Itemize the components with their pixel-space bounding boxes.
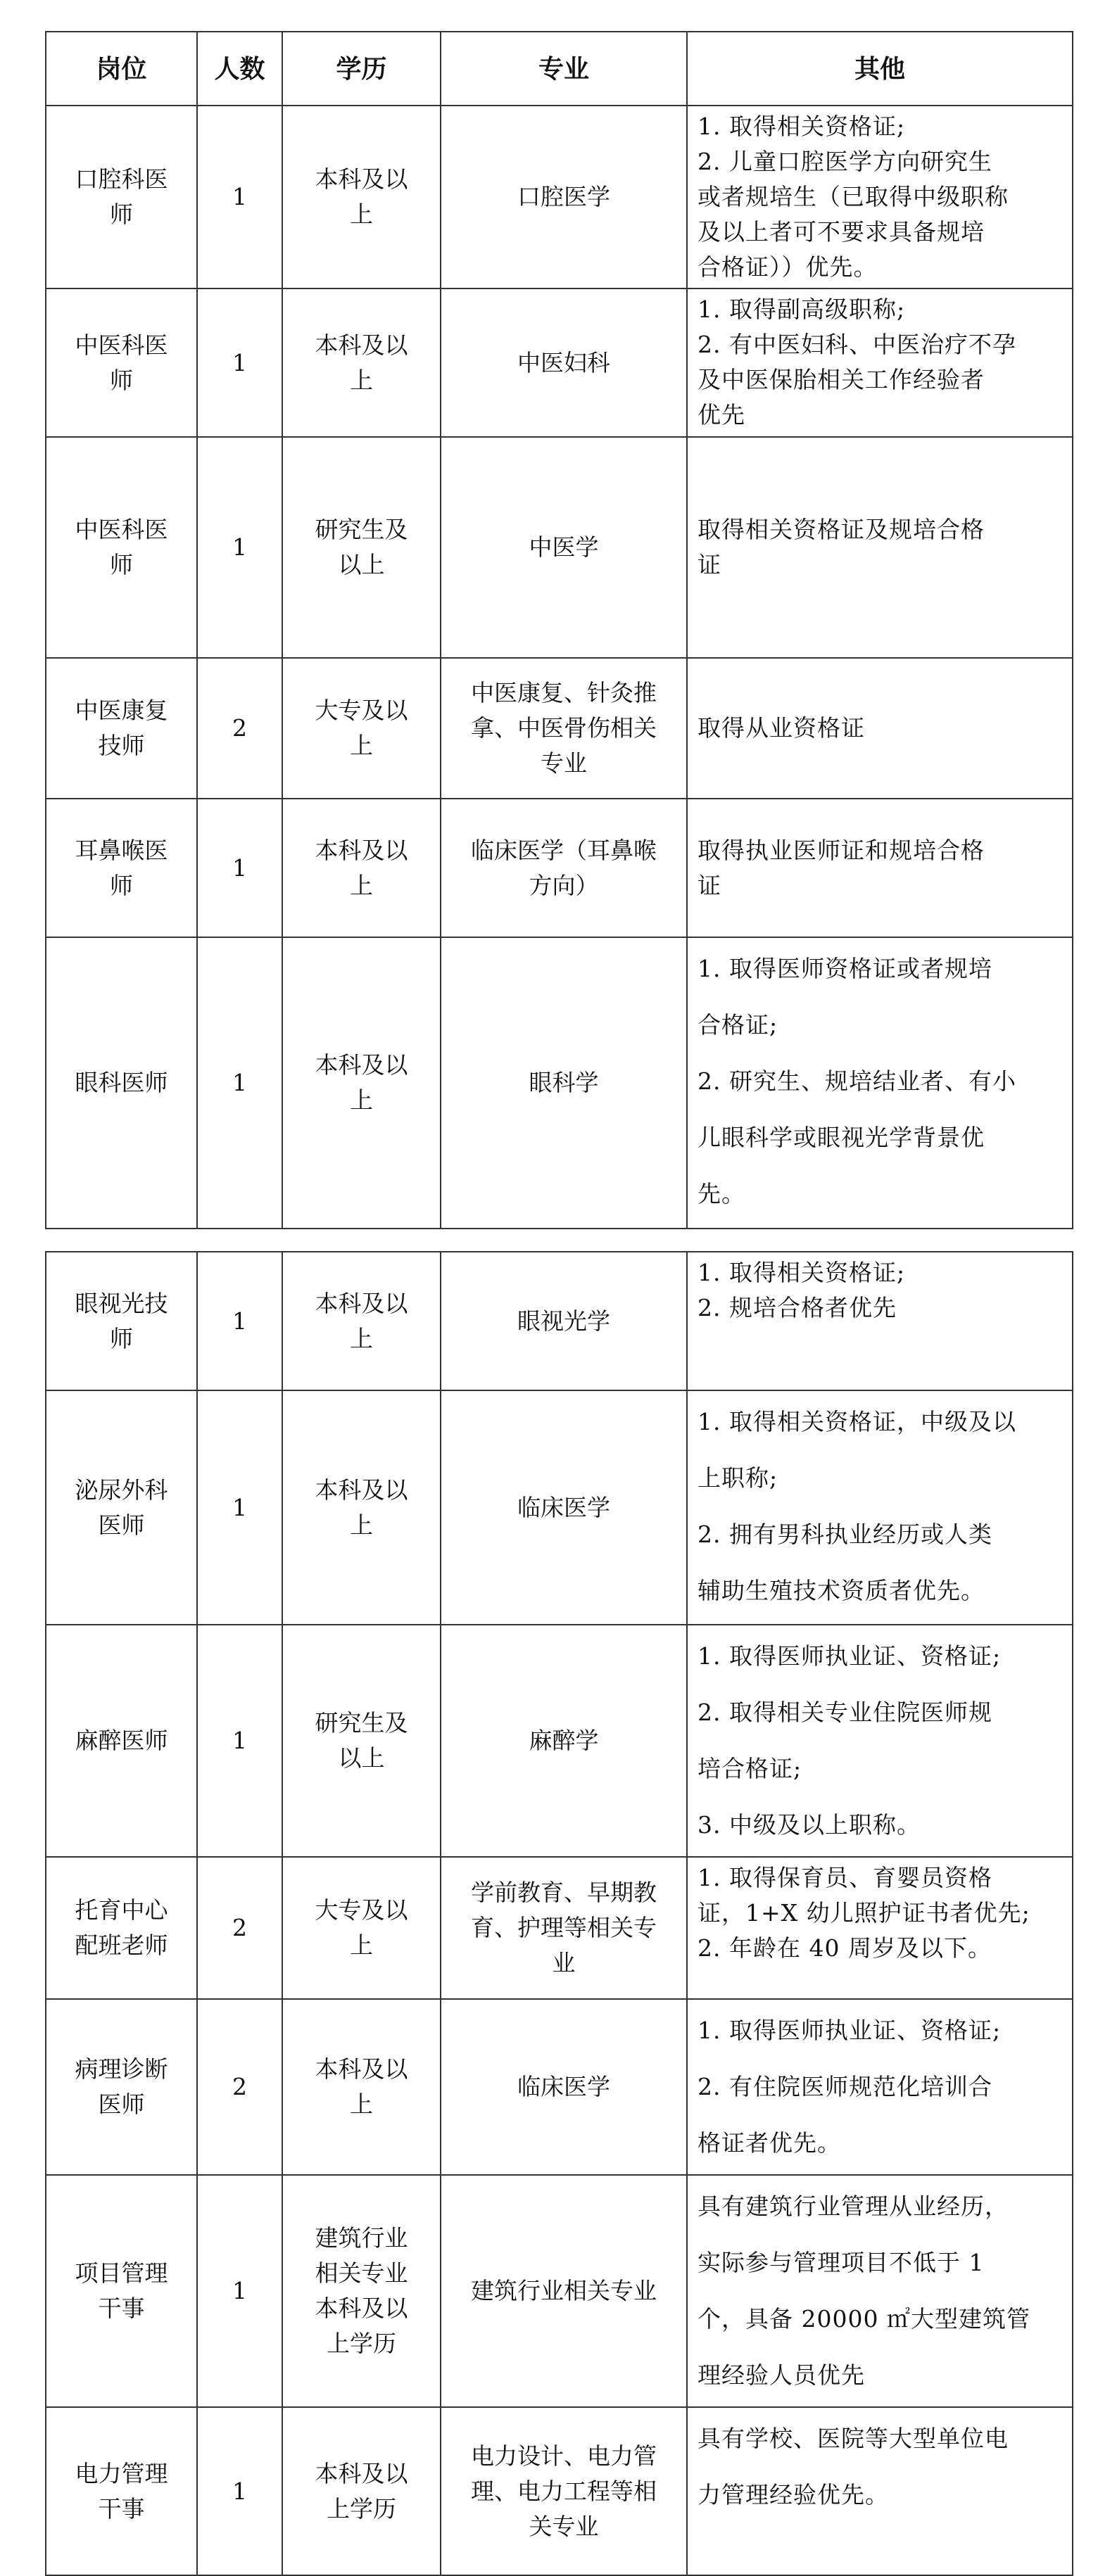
other-text-line: 先。 (698, 1180, 745, 1207)
cell-major (441, 1625, 687, 1857)
major-text-line: 专业 (541, 749, 587, 777)
education-text-line: 相关专业 (315, 2259, 408, 2287)
other-text-line: 个，具备 20000 ㎡大型建筑管 (698, 2305, 1030, 2333)
other-text-line: 1. 取得医师执业证、资格证; (698, 1642, 1002, 1670)
cell-position (46, 437, 197, 658)
cell-major (441, 106, 687, 288)
table-row (46, 1390, 1073, 1625)
position-text-line: 中医康复 (75, 697, 168, 724)
other-text-line: 证 (698, 551, 721, 578)
cell-position (46, 937, 197, 1229)
other-text-line: 实际参与管理项目不低于 1 (698, 2249, 985, 2276)
other-text-line: 1. 取得副高级职称; (698, 296, 906, 323)
education-text-line: 上 (350, 1931, 373, 1959)
cell-other (687, 658, 1073, 799)
major-text-line: 临床医学 (517, 2073, 610, 2100)
cell-position (46, 799, 197, 937)
cell-other (687, 1252, 1073, 1390)
table-row (46, 437, 1073, 658)
other-text-line: 取得相关资格证及规培合格 (698, 516, 985, 543)
education-text-line: 大专及以 (315, 1896, 408, 1924)
column-header-position: 岗位 (46, 32, 197, 106)
position-text-line: 师 (110, 1324, 133, 1352)
education-text-line: 上学历 (327, 2330, 396, 2357)
cell-major (441, 1999, 687, 2175)
education-text-line: 上 (350, 1086, 373, 1114)
other-text-line: 及中医保胎相关工作经验者 (698, 366, 985, 393)
other-text-line: 取得执业医师证和规培合格 (698, 836, 985, 864)
cell-position (46, 1390, 197, 1625)
position-text-line: 耳鼻喉医 (75, 836, 168, 864)
cell-other (687, 106, 1073, 288)
cell-count: 1 (197, 288, 282, 437)
education-text-line: 本科及以 (315, 1289, 408, 1317)
cell-major (441, 1252, 687, 1390)
other-text-line: 辅助生殖技术资质者优先。 (698, 1577, 985, 1604)
other-text-line: 理经验人员优先 (698, 2361, 865, 2389)
cell-education (282, 2175, 441, 2407)
column-header-education: 学历 (282, 32, 441, 106)
education-text-line: 上学历 (327, 2494, 396, 2523)
other-text-line: 2. 儿童口腔医学方向研究生 (698, 148, 992, 175)
cell-major (441, 1857, 687, 1999)
cell-position (46, 1252, 197, 1390)
cell-other (687, 799, 1073, 937)
cell-other (687, 1857, 1073, 1999)
education-text-line: 上 (350, 366, 373, 394)
cell-other (687, 1999, 1073, 2175)
major-text-line: 临床医学（耳鼻喉 (471, 836, 657, 864)
major-text-line: 关专业 (529, 2512, 599, 2540)
other-text-line: 力管理经验优先。 (698, 2481, 889, 2508)
cell-education (282, 437, 441, 658)
education-text-line: 研究生及 (315, 1709, 408, 1737)
other-text-line: 或者规培生（已取得中级职称 (698, 183, 1009, 210)
education-text-line: 以上 (338, 551, 385, 578)
cell-major (441, 799, 687, 937)
cell-count: 2 (197, 658, 282, 799)
other-text-line: 上职称; (698, 1464, 778, 1492)
cell-other (687, 2407, 1073, 2575)
cell-major (441, 288, 687, 437)
recruitment-table-part-2 (45, 1251, 1073, 2576)
other-text-line: 1. 取得医师资格证或者规培 (698, 955, 992, 982)
table-row (46, 288, 1073, 437)
cell-education (282, 799, 441, 937)
cell-position (46, 1999, 197, 2175)
table-row (46, 1857, 1073, 1999)
cell-major (441, 658, 687, 799)
major-text-line: 拿、中医骨伤相关 (471, 714, 657, 742)
education-text-line: 上 (350, 2090, 373, 2118)
cell-count: 1 (197, 437, 282, 658)
cell-education (282, 658, 441, 799)
cell-count: 1 (197, 1625, 282, 1857)
cell-education (282, 288, 441, 437)
table-row (46, 1625, 1073, 1857)
cell-count: 1 (197, 106, 282, 288)
table-row (46, 1252, 1073, 1390)
cell-major (441, 937, 687, 1229)
cell-major (441, 1390, 687, 1625)
education-text-line: 建筑行业 (315, 2224, 408, 2252)
other-text-line: 2. 研究生、规培结业者、有小 (698, 1067, 1016, 1095)
column-header-count: 人数 (197, 32, 282, 106)
cell-position (46, 106, 197, 288)
other-text-line: 证 (698, 871, 721, 899)
education-text-line: 上 (350, 1511, 373, 1539)
cell-major (441, 2175, 687, 2407)
major-text-line: 方向） (529, 871, 599, 899)
major-text-line: 电力设计、电力管 (471, 2442, 657, 2470)
cell-count: 1 (197, 2407, 282, 2575)
table-row (46, 937, 1073, 1229)
recruitment-table-part-1 (45, 31, 1073, 1229)
cell-position (46, 2175, 197, 2407)
education-text-line: 本科及以 (315, 165, 408, 193)
table-row (46, 658, 1073, 799)
other-text-line: 合格证; (698, 1011, 778, 1039)
cell-position (46, 2407, 197, 2575)
education-text-line: 上 (350, 732, 373, 759)
education-text-line: 本科及以 (315, 1476, 408, 1504)
other-text-line: 1. 取得相关资格证，中级及以 (698, 1408, 1016, 1435)
education-text-line: 本科及以 (315, 2055, 408, 2083)
other-text-line: 具有学校、医院等大型单位电 (698, 2425, 1009, 2452)
position-text-line: 医师 (98, 2090, 145, 2118)
education-text-line: 上 (350, 871, 373, 899)
education-text-line: 本科及以 (315, 2459, 408, 2487)
other-text-line: 1. 取得相关资格证; (698, 1259, 906, 1286)
table-row (46, 1999, 1073, 2175)
table-row (46, 106, 1073, 288)
major-text-line: 理、电力工程等相 (471, 2477, 657, 2505)
education-text-line: 上 (350, 201, 373, 228)
education-text-line: 本科及以 (315, 1051, 408, 1079)
table-row (46, 799, 1073, 937)
other-text-line: 具有建筑行业管理从业经历， (698, 2193, 1009, 2220)
position-text-line: 麻醉医师 (75, 1727, 168, 1754)
major-text-line: 中医妇科 (517, 348, 610, 376)
position-text-line: 配班老师 (75, 1931, 168, 1959)
cell-count: 2 (197, 1999, 282, 2175)
major-text-line: 眼科学 (529, 1069, 599, 1096)
education-text-line: 上 (350, 1324, 373, 1352)
cell-major (441, 2407, 687, 2575)
cell-education (282, 2407, 441, 2575)
cell-education (282, 106, 441, 288)
cell-education (282, 1625, 441, 1857)
position-text-line: 师 (110, 201, 133, 228)
cell-count: 1 (197, 1252, 282, 1390)
position-text-line: 泌尿外科 (75, 1476, 168, 1504)
other-text-line: 证，1+X 幼儿照护证书者优先; (698, 1899, 1030, 1927)
cell-other (687, 437, 1073, 658)
cell-other (687, 1625, 1073, 1857)
cell-count: 2 (197, 1857, 282, 1999)
other-text-line: 3. 中级及以上职称。 (698, 1811, 921, 1839)
position-text-line: 师 (110, 871, 133, 899)
other-text-line: 2. 规培合格者优先 (698, 1294, 897, 1321)
education-text-line: 本科及以 (315, 2295, 408, 2322)
position-text-line: 干事 (98, 2494, 145, 2523)
major-text-line: 育、护理等相关专 (471, 1914, 657, 1941)
other-text-line: 2. 年龄在 40 周岁及以下。 (698, 1934, 992, 1962)
cell-count: 1 (197, 937, 282, 1229)
position-text-line: 病理诊断 (75, 2055, 168, 2083)
major-text-line: 业 (552, 1949, 576, 1977)
major-text-line: 麻醉学 (529, 1727, 599, 1754)
column-header-other: 其他 (687, 32, 1073, 106)
other-text-line: 格证者优先。 (698, 2129, 841, 2157)
position-text-line: 项目管理 (75, 2259, 168, 2287)
table-header-row (46, 32, 1073, 106)
other-text-line: 及以上者可不要求具备规培 (698, 218, 985, 246)
position-text-line: 电力管理 (75, 2459, 168, 2487)
cell-education (282, 1999, 441, 2175)
position-text-line: 中医科医 (75, 331, 168, 359)
cell-education (282, 1390, 441, 1625)
other-text-line: 取得从业资格证 (698, 714, 865, 742)
cell-count: 1 (197, 1390, 282, 1625)
other-text-line: 合格证））优先。 (698, 253, 878, 281)
major-text-line: 眼视光学 (517, 1307, 610, 1335)
cell-position (46, 1625, 197, 1857)
other-text-line: 1. 取得保育员、育婴员资格 (698, 1864, 992, 1891)
other-text-line: 培合格证; (698, 1755, 802, 1782)
cell-other (687, 1390, 1073, 1625)
cell-other (687, 937, 1073, 1229)
cell-other (687, 288, 1073, 437)
cell-major (441, 437, 687, 658)
other-text-line: 儿眼科学或眼视光学背景优 (698, 1124, 985, 1151)
other-text-line: 2. 取得相关专业住院医师规 (698, 1699, 992, 1726)
major-text-line: 中医康复、针灸推 (471, 679, 657, 706)
position-text-line: 技师 (98, 732, 145, 759)
position-text-line: 眼视光技 (75, 1289, 168, 1317)
major-text-line: 中医学 (529, 533, 599, 561)
major-text-line: 学前教育、早期教 (471, 1879, 657, 1906)
cell-other (687, 2175, 1073, 2407)
major-text-line: 口腔医学 (517, 183, 610, 210)
cell-count: 1 (197, 2175, 282, 2407)
major-text-line: 建筑行业相关专业 (471, 2277, 657, 2304)
other-text-line: 2. 有中医妇科、中医治疗不孕 (698, 331, 1016, 358)
position-text-line: 眼科医师 (75, 1069, 168, 1096)
cell-position (46, 288, 197, 437)
education-text-line: 大专及以 (315, 697, 408, 724)
education-text-line: 本科及以 (315, 331, 408, 359)
position-text-line: 医师 (98, 1511, 145, 1539)
position-text-line: 中医科医 (75, 516, 168, 543)
education-text-line: 研究生及 (315, 516, 408, 543)
position-text-line: 师 (110, 551, 133, 578)
cell-education (282, 1252, 441, 1390)
position-text-line: 口腔科医 (75, 165, 168, 193)
cell-position (46, 1857, 197, 1999)
other-text-line: 1. 取得相关资格证; (698, 113, 906, 140)
education-text-line: 本科及以 (315, 836, 408, 864)
major-text-line: 临床医学 (517, 1493, 610, 1521)
other-text-line: 2. 有住院医师规范化培训合 (698, 2073, 992, 2100)
position-text-line: 干事 (98, 2295, 145, 2322)
table-row (46, 2407, 1073, 2575)
position-text-line: 托育中心 (75, 1896, 168, 1924)
cell-count: 1 (197, 799, 282, 937)
position-text-line: 师 (110, 366, 133, 394)
other-text-line: 1. 取得医师执业证、资格证; (698, 2017, 1002, 2044)
cell-education (282, 1857, 441, 1999)
cell-education (282, 937, 441, 1229)
other-text-line: 2. 拥有男科执业经历或人类 (698, 1521, 992, 1548)
column-header-major: 专业 (441, 32, 687, 106)
table-row (46, 2175, 1073, 2407)
education-text-line: 以上 (338, 1744, 385, 1772)
cell-position (46, 658, 197, 799)
other-text-line: 优先 (698, 401, 745, 429)
